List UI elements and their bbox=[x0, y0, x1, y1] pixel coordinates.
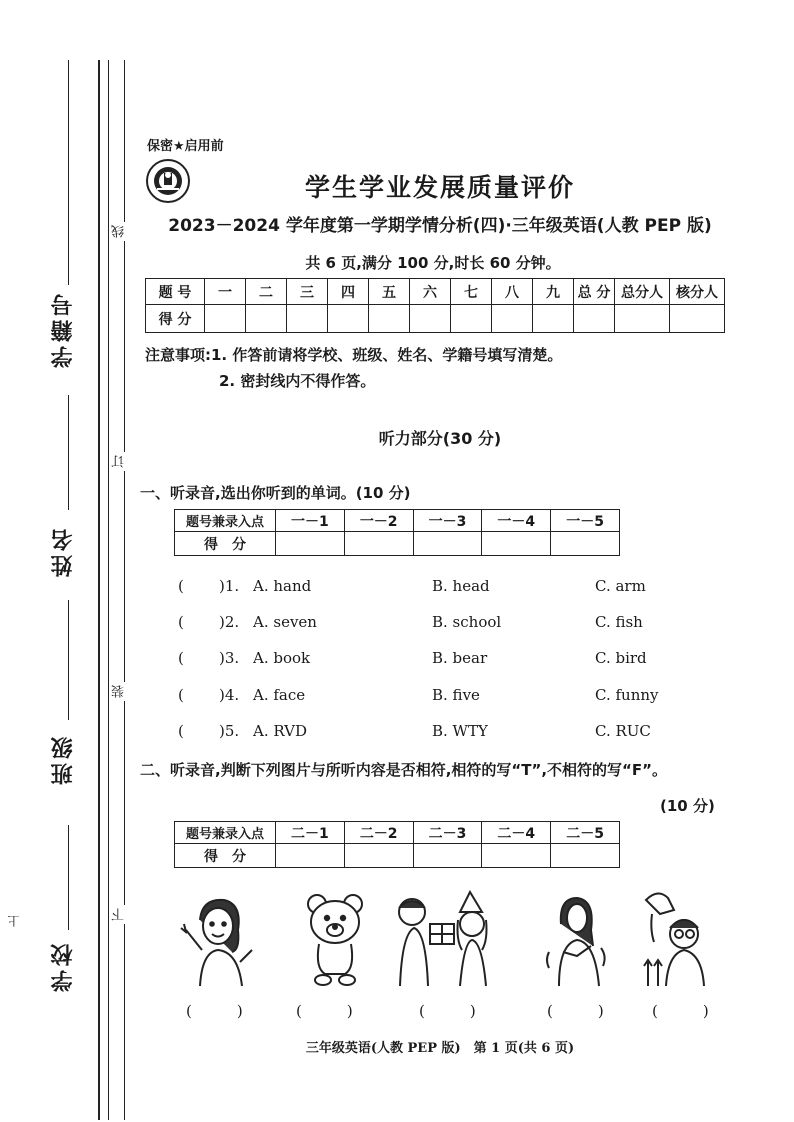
exam-info: 共 6 页,满分 100 分,时长 60 分钟。 bbox=[305, 254, 561, 272]
q1-item-2 bbox=[175, 613, 735, 635]
option-c: C. bird bbox=[595, 649, 647, 667]
score-cell[interactable] bbox=[413, 844, 482, 868]
option-c: C. RUC bbox=[595, 722, 651, 740]
option-b: B. five bbox=[432, 686, 480, 704]
fill-line-student-id bbox=[68, 60, 69, 285]
binding-line-inner bbox=[108, 60, 109, 1120]
fill-line-school-top bbox=[68, 825, 69, 930]
q1-table-header-cell: 一－3 bbox=[413, 510, 482, 532]
q2-answer-paren-1[interactable]: ( ) bbox=[186, 1002, 243, 1020]
answer-paren[interactable]: ( bbox=[178, 649, 184, 667]
option-a: A. RVD bbox=[253, 722, 307, 740]
score-table-header-cell: 三 bbox=[287, 279, 328, 305]
q2-answer-paren-5[interactable]: ( ) bbox=[652, 1002, 709, 1020]
option-b: B. school bbox=[432, 613, 502, 631]
q2-table-header-cell: 二－1 bbox=[276, 822, 345, 844]
q1-table-header-cell: 一－5 bbox=[551, 510, 620, 532]
girl-touching-shoulder-icon bbox=[535, 890, 621, 990]
score-cell[interactable] bbox=[344, 844, 413, 868]
score-cell[interactable] bbox=[492, 305, 533, 333]
seal-word-mount: 装 bbox=[110, 682, 129, 701]
score-table-header-cell: 八 bbox=[492, 279, 533, 305]
q1-table-header-cell: 一－2 bbox=[344, 510, 413, 532]
score-cell[interactable] bbox=[287, 305, 328, 333]
teddy-bear-icon bbox=[295, 890, 381, 990]
score-cell[interactable] bbox=[551, 844, 620, 868]
notice-label: 注意事项: bbox=[145, 346, 211, 364]
score-table-row-label: 得 分 bbox=[146, 305, 205, 333]
binding-line-dotted bbox=[124, 60, 125, 1120]
option-a: A. face bbox=[253, 686, 306, 704]
label-class: 班级 bbox=[51, 733, 76, 785]
label-name: 姓名 bbox=[51, 525, 76, 577]
q2-answer-paren-3[interactable]: ( ) bbox=[419, 1002, 476, 1020]
q2-answer-paren-2[interactable]: ( ) bbox=[296, 1002, 353, 1020]
score-table bbox=[145, 278, 725, 333]
score-cell[interactable] bbox=[551, 532, 620, 556]
q1-table-score-label: 得 分 bbox=[175, 532, 276, 556]
item-number: )5. bbox=[219, 722, 240, 740]
option-c: C. arm bbox=[595, 577, 646, 595]
exam-subtitle: 2023－2024 学年度第一学期学情分析(四)·三年级英语(人教 PEP 版) bbox=[168, 216, 712, 236]
option-b: B. head bbox=[432, 577, 490, 595]
label-school: 学校 bbox=[51, 940, 76, 992]
item-number: )4. bbox=[219, 686, 240, 704]
option-a: A. seven bbox=[253, 613, 317, 631]
q1-title: 一、听录音,选出你听到的单词。(10 分) bbox=[140, 484, 411, 502]
q2-table-header-cell: 二－5 bbox=[551, 822, 620, 844]
score-cell[interactable] bbox=[276, 532, 345, 556]
option-c: C. funny bbox=[595, 686, 659, 704]
main-title: 学生学业发展质量评价 bbox=[304, 173, 575, 202]
q1-item-3 bbox=[175, 649, 735, 671]
answer-paren[interactable]: ( bbox=[178, 722, 184, 740]
score-table-header-cell: 总分人 bbox=[615, 279, 670, 305]
option-c: C. fish bbox=[595, 613, 643, 631]
score-table-header-cell: 核分人 bbox=[670, 279, 725, 305]
score-cell[interactable] bbox=[615, 305, 670, 333]
item-number: )3. bbox=[219, 649, 240, 667]
score-cell[interactable] bbox=[205, 305, 246, 333]
score-cell[interactable] bbox=[670, 305, 725, 333]
listening-section-heading: 听力部分(30 分) bbox=[378, 429, 502, 448]
score-table-header-cell: 七 bbox=[451, 279, 492, 305]
score-table-header-cell: 四 bbox=[328, 279, 369, 305]
girl-waving-icon bbox=[172, 890, 258, 990]
option-b: B. WTY bbox=[432, 722, 488, 740]
option-b: B. bear bbox=[432, 649, 488, 667]
q1-table-header-cell: 题号兼录入点 bbox=[175, 510, 276, 532]
score-table-header-cell: 题 号 bbox=[146, 279, 205, 305]
q1-item-1 bbox=[175, 577, 735, 599]
score-cell[interactable] bbox=[328, 305, 369, 333]
binding-line-outer bbox=[98, 60, 100, 1120]
option-a: A. book bbox=[253, 649, 311, 667]
item-number: )2. bbox=[219, 613, 240, 631]
score-cell[interactable] bbox=[276, 844, 345, 868]
confidential-label: 保密★启用前 bbox=[147, 139, 224, 154]
answer-paren[interactable]: ( bbox=[178, 686, 184, 704]
q2-score-table bbox=[174, 821, 620, 868]
seal-word-line: 线 bbox=[110, 222, 129, 241]
score-cell[interactable] bbox=[369, 305, 410, 333]
q2-title: 二、听录音,判断下列图片与所听内容是否相符,相符的写“T”,不相符的写“F”。 bbox=[140, 761, 668, 779]
fill-line-name-top bbox=[68, 395, 69, 510]
score-cell[interactable] bbox=[574, 305, 615, 333]
seal-word-lower: 下 bbox=[110, 905, 129, 924]
score-cell[interactable] bbox=[533, 305, 574, 333]
boy-with-hat-icon bbox=[640, 890, 726, 990]
score-table-header-cell: 总 分 bbox=[574, 279, 615, 305]
score-cell[interactable] bbox=[482, 844, 551, 868]
item-number: )1. bbox=[219, 577, 240, 595]
label-student-id: 学籍号 bbox=[51, 290, 76, 368]
option-a: A. hand bbox=[253, 577, 312, 595]
q2-table-header-cell: 二－3 bbox=[413, 822, 482, 844]
q2-points: (10 分) bbox=[660, 797, 715, 815]
q2-table-header-cell: 题号兼录入点 bbox=[175, 822, 276, 844]
score-table-header-cell: 六 bbox=[410, 279, 451, 305]
score-cell[interactable] bbox=[246, 305, 287, 333]
q1-item-5 bbox=[175, 722, 735, 744]
score-cell[interactable] bbox=[410, 305, 451, 333]
answer-paren[interactable]: ( bbox=[178, 613, 184, 631]
score-table-header-cell: 二 bbox=[246, 279, 287, 305]
notice-text-2: 2. 密封线内不得作答。 bbox=[219, 372, 376, 390]
page-footer: 三年级英语(人教 PEP 版) 第 1 页(共 6 页) bbox=[305, 1041, 575, 1056]
score-cell[interactable] bbox=[482, 532, 551, 556]
q2-table-header-cell: 二－2 bbox=[344, 822, 413, 844]
score-cell[interactable] bbox=[451, 305, 492, 333]
score-table-header-cell: 九 bbox=[533, 279, 574, 305]
q2-table-header-cell: 二－4 bbox=[482, 822, 551, 844]
notice-text-1: 1. 作答前请将学校、班级、姓名、学籍号填写清楚。 bbox=[211, 346, 563, 364]
q1-item-4 bbox=[175, 686, 735, 708]
score-cell[interactable] bbox=[413, 532, 482, 556]
fill-line-class-top bbox=[68, 600, 69, 720]
q2-answer-paren-4[interactable]: ( ) bbox=[547, 1002, 604, 1020]
edge-mark: 上 bbox=[5, 912, 22, 930]
answer-paren[interactable]: ( bbox=[178, 577, 184, 595]
score-cell[interactable] bbox=[344, 532, 413, 556]
q1-table-header-cell: 一－1 bbox=[276, 510, 345, 532]
q1-table-header-cell: 一－4 bbox=[482, 510, 551, 532]
q1-score-table bbox=[174, 509, 620, 556]
notice-item-1 bbox=[145, 344, 562, 365]
seal-word-bind: 订 bbox=[110, 452, 129, 471]
score-table-header-cell: 五 bbox=[369, 279, 410, 305]
q2-table-score-label: 得 分 bbox=[175, 844, 276, 868]
gift-giving-icon bbox=[390, 890, 508, 990]
score-table-header-cell: 一 bbox=[205, 279, 246, 305]
